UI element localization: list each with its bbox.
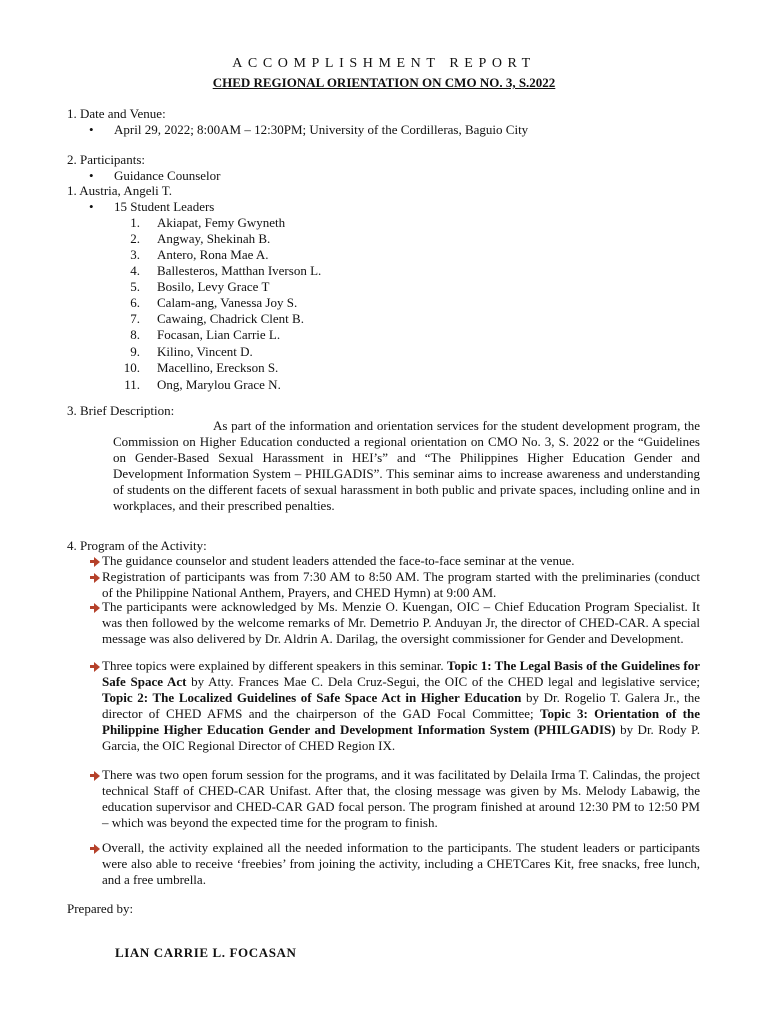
arrow-bullet-icon [90, 771, 100, 781]
list-item: Cawaing, Chadrick Clent B. [157, 311, 304, 326]
section-4-heading: 4. Program of the Activity: [67, 538, 207, 553]
arrow-bullet-icon [90, 662, 100, 672]
section-3-heading: 3. Brief Description: [67, 403, 175, 418]
list-item: Macellino, Ereckson S. [157, 360, 279, 375]
arrow-bullet-icon [90, 573, 100, 583]
program-item-5: There was two open forum session for the programs, and it was facilitated by Delaila Irma T. Calindas, the project technical Staff of CHED-CAR Unifast. After that, the closing message was given by Ms. Melody Labawig, the education supervisor and CHED-CAR GAD focal person. The program finished at around 12:30 PM to 12:50 PM – which was beyond the expected time for the program to finish. [102, 767, 700, 830]
program-item-4: Three topics were explained by different speakers in this seminar. Topic 1: The Legal Basis of the Guidelines for Safe Space Act by Atty. Frances Mae C. Dela Cruz-Segui, the OIC of the CHED legal and legislative service; Topic 2: The Localized Guidelines of Safe Space Act in Higher Education by Dr. Rogelio T. Galera Jr., the director of CHED AFMS and the chairperson of the GAD Focal Committee; Topic 3: Orientation of the Philippine Higher Education Gender and Development Information System (PHILGADIS) by Dr. Rody P. Garcia, the OIC Regional Director of CHED Region IX. [102, 658, 700, 753]
brief-description-paragraph: As part of the information and orientation services for the student development program, the Commission on Higher Education conducted a regional orientation on CMO No. 3, S. 2022 or the “Guidelines on Gender-Based Sexual Harassment in HEI’s” and “The Philippines Higher Education Gender and Development Information System – PHILGADIS”. This seminar aims to increase awareness and understanding of students on the different facets of sexual harassment in both public and private spaces, including online and in workplaces, and their prescribed penalties. [113, 418, 700, 513]
prepared-by-label: Prepared by: [67, 901, 134, 916]
list-number: 7. [130, 311, 140, 326]
student-leaders-label: 15 Student Leaders [114, 199, 215, 214]
list-number: 11. [124, 377, 140, 392]
list-item: Calam-ang, Vanessa Joy S. [157, 295, 298, 310]
topic-2-label: Topic 2: The Localized Guidelines of Safe Space Act in Higher Education [102, 690, 522, 705]
list-item: Antero, Rona Mae A. [157, 247, 269, 262]
list-item: Ballesteros, Matthan Iverson L. [157, 263, 322, 278]
arrow-bullet-icon [90, 557, 100, 567]
program-item-1: The guidance counselor and student leaders attended the face-to-face seminar at the venue. [102, 553, 575, 568]
bullet-dot: • [89, 168, 94, 183]
bullet-dot: • [89, 199, 94, 214]
list-number: 1. [130, 215, 140, 230]
arrow-bullet-icon [90, 844, 100, 854]
signatory-name: LIAN CARRIE L. FOCASAN [115, 945, 297, 960]
arrow-bullet-icon [90, 603, 100, 613]
program-item-6: Overall, the activity explained all the needed information to the participants. The student leaders or participants were also able to receive ‘freebies’ from joining the activity, including a CHETCares Kit, free snacks, free lunch, and a free umbrella. [102, 840, 700, 887]
counselor-label: Guidance Counselor [114, 168, 221, 183]
list-item: Ong, Marylou Grace N. [157, 377, 281, 392]
topic-1-label: Topic 1: The Legal Basis of the Guidelines for Safe Space Act [102, 658, 700, 689]
list-number: 5. [130, 279, 140, 294]
report-subtitle: CHED REGIONAL ORIENTATION ON CMO NO. 3, S.2022 [212, 75, 556, 90]
section-1-heading: 1. Date and Venue: [67, 106, 166, 121]
list-number: 10. [123, 360, 140, 375]
program-item-2: Registration of participants was from 7:30 AM to 8:50 AM. The program started with the preliminaries (conduct of the Philippine National Anthem, Prayers, and CHED Hymn) at 9:00 AM. [102, 569, 700, 600]
section-2-heading: 2. Participants: [67, 152, 145, 167]
program-item-3: The participants were acknowledged by Ms. Menzie O. Kuengan, OIC – Chief Education Program Specialist. It was then followed by the welcome remarks of Mr. Demetrio P. Anduyan Jr, the director of CHED-CAR. A special message was also delivered by Dr. Aldrin A. Darilag, the oversight commissioner for Gender and Development. [102, 599, 700, 646]
list-number: 3. [130, 247, 140, 262]
list-number: 4. [130, 263, 140, 278]
date-venue-text: April 29, 2022; 8:00AM – 12:30PM; University of the Cordilleras, Baguio City [114, 122, 529, 137]
list-item: Bosilo, Levy Grace T [157, 279, 270, 294]
list-item: Akiapat, Femy Gwyneth [157, 215, 286, 230]
list-item: Focasan, Lian Carrie L. [157, 327, 281, 342]
list-number: 8. [130, 327, 140, 342]
list-item: Angway, Shekinah B. [157, 231, 271, 246]
bullet-dot: • [89, 122, 94, 137]
report-title: ACCOMPLISHMENT REPORT [232, 56, 536, 71]
counselor-name: 1. Austria, Angeli T. [67, 183, 172, 198]
topic-3-label: Topic 3: Orientation of the Philippine Higher Education Gender and Development Information System (PHILGADIS) [102, 706, 700, 737]
list-number: 9. [130, 344, 140, 359]
list-item: Kilino, Vincent D. [157, 344, 253, 359]
list-number: 6. [130, 295, 140, 310]
list-number: 2. [130, 231, 140, 246]
